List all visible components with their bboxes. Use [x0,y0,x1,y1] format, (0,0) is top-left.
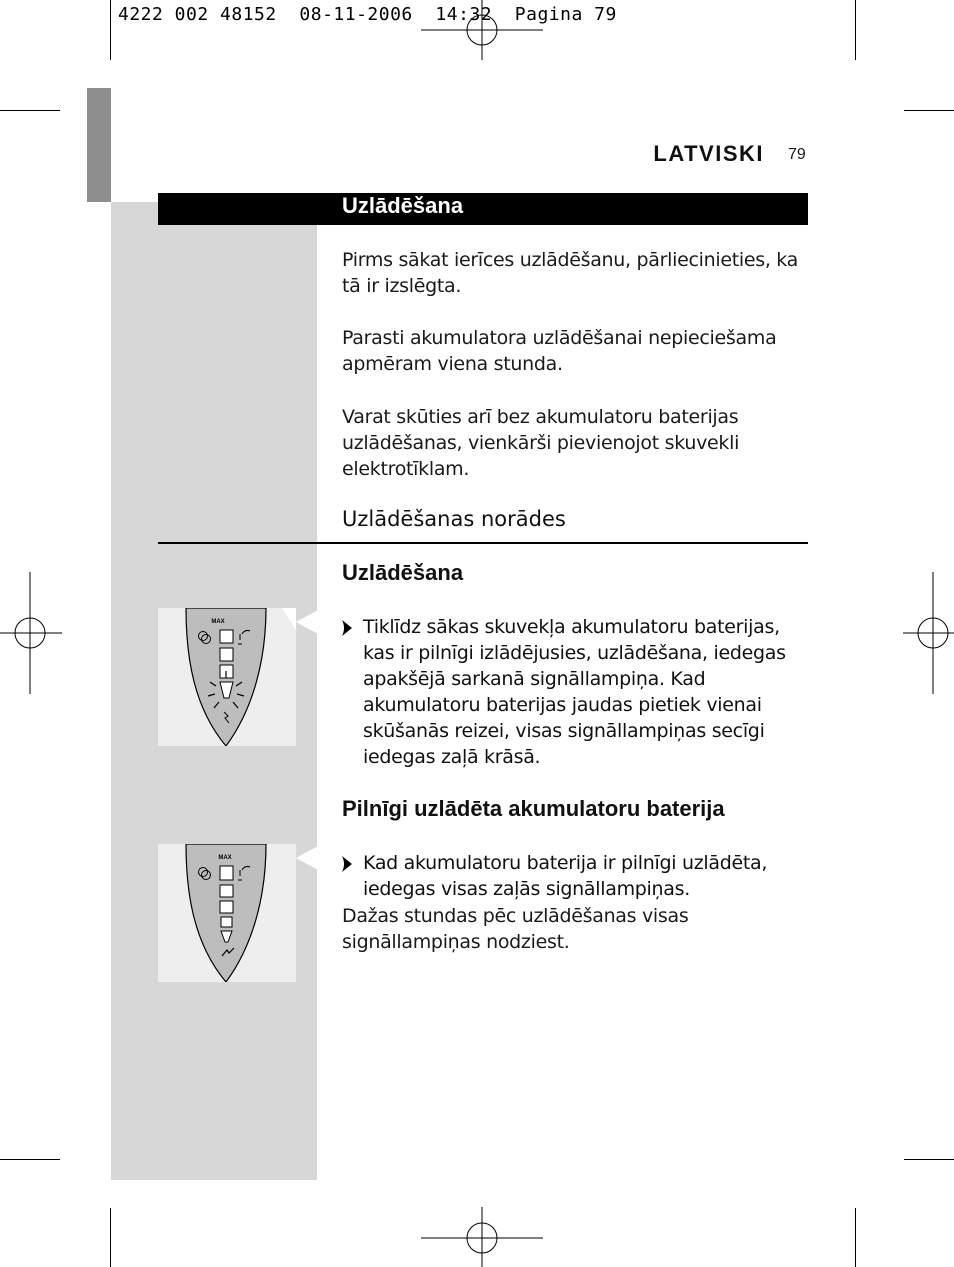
bullet-text: Tiklīdz sākas skuvekļa akumulatoru baterijas, kas ir pilnīgi izlādējusies, uzlādēšana, iedegas apakšējā sarkanā signāllampiņa. Kad akumulatoru baterijas jaudas pietiek vienai skūšanās reizei, visas signāllampiņas secīgi iedegas zaļā krāsā. [363,616,786,768]
section-title-bar [158,193,808,225]
language-label: LATVISKI [653,141,764,166]
registration-mark-top [421,0,543,62]
section-title: Uzlādēšana [342,193,464,218]
bullet-arrow-icon [342,620,354,636]
indications-heading: Uzlādēšanas norādes [342,507,566,531]
intro-paragraph: Varat skūties arī bez akumulatoru baterijas uzlādēšanas, vienkārši pievienojot skuvekli elektrotīklam. [342,406,740,480]
max-label: MAX [218,855,232,861]
registration-mark-right [903,572,954,694]
page-number: 79 [788,146,806,163]
edge-tab [87,88,111,202]
block-heading-fully-charged: Pilnīgi uzlādēta akumulatoru baterija [342,796,725,821]
intro-paragraph: Pirms sākat ierīces uzlādēšanu, pārliecinieties, ka tā ir izslēgta. [342,249,799,297]
intro-paragraph: Parasti akumulatora uzlādēšanai nepieciešama apmēram viena stunda. [342,327,777,375]
section-divider [158,542,808,544]
illustration-pointer [296,610,320,634]
max-label: MAX [211,619,225,625]
registration-mark-left [0,572,62,694]
shaver-charging-illustration [158,608,296,746]
note-paragraph: Dažas stundas pēc uzlādēšanas visas signāllampiņas nodziest. [342,905,689,953]
print-header: 4222 002 48152 08-11-2006 14:32 Pagina 79 [118,4,617,25]
registration-mark-bottom [421,1207,543,1267]
bullet-item [342,850,802,906]
shaver-full-illustration [158,844,296,982]
illustration-pointer [296,846,320,870]
bullet-text: Kad akumulatoru baterija ir pilnīgi uzlādēta, iedegas visas zaļās signāllampiņas. [363,852,768,900]
bullet-item [342,614,802,774]
block-heading-charging: Uzlādēšana [342,560,464,585]
bullet-arrow-icon [342,856,354,872]
